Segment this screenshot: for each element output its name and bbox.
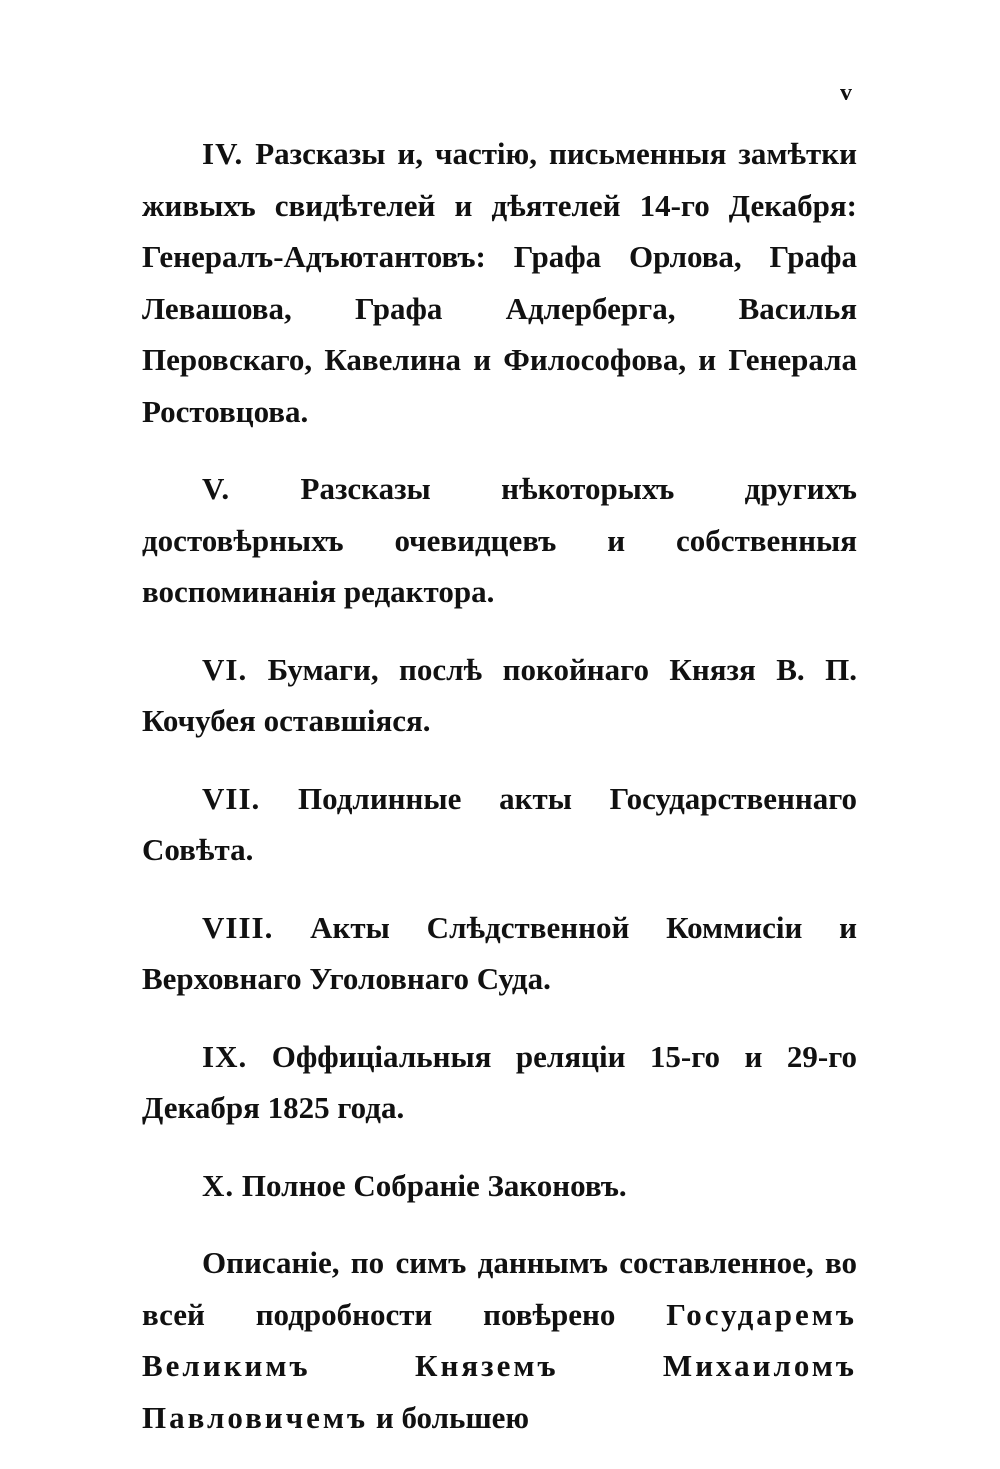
entry-numeral: VIII. [202, 909, 274, 945]
entry-x [142, 1160, 857, 1212]
entry-iv [142, 128, 857, 437]
entry-text: Разсказы нѣкоторыхъ другихъ достовѣрныхъ очевидцевъ и собственныя воспоминанія редактора. [142, 471, 857, 609]
entry-text: Подлинные акты Государственнаго Совѣта. [142, 780, 858, 867]
entry-text: Полное Собраніе Законовъ. [241, 1167, 627, 1203]
entry-vii [142, 773, 857, 876]
entry-viii [142, 902, 857, 1005]
closing-paragraph [142, 1237, 857, 1443]
closing-text-end: и большею [368, 1399, 530, 1435]
entry-numeral: V. [202, 471, 231, 506]
closing-text: Описаніе, по симъ даннымъ составленное, во всей подробности повѣрено [142, 1245, 857, 1332]
entry-numeral: X. [202, 1167, 235, 1203]
entry-numeral: VI. [202, 651, 248, 687]
entry-numeral: IV. [202, 136, 244, 171]
entry-text: Акты Слѣдственной Коммисіи и Верховнаго Уголовнаго Суда. [142, 909, 857, 996]
entry-text: Бумаги, послѣ покойнаго Князя В. П. Кочубея оставшіяся. [142, 651, 857, 738]
entry-vi [142, 644, 857, 747]
page-number: v [840, 80, 852, 106]
entry-v [142, 463, 857, 618]
entry-numeral: VII. [202, 780, 261, 816]
entry-text: Разсказы и, частію, письменныя замѣтки живыхъ свидѣтелей и дѣятелей 14-го Декабря: Генералъ-Адъютантовъ: Графа Орлова, Графа Левашова, Графа Адлерберга, Василья Перовскаго, Кавелина и Философова, и Генерала Ростовцова. [142, 136, 858, 429]
page-body [142, 128, 857, 1469]
entry-numeral: IX. [202, 1038, 248, 1074]
entry-ix [142, 1031, 857, 1134]
entry-text: Оффиціальныя реляціи 15-го и 29-го Декабря 1825 года. [142, 1038, 858, 1125]
closing-spaced-name: Государемъ Великимъ Княземъ Михаиломъ Павловичемъ [142, 1296, 857, 1435]
